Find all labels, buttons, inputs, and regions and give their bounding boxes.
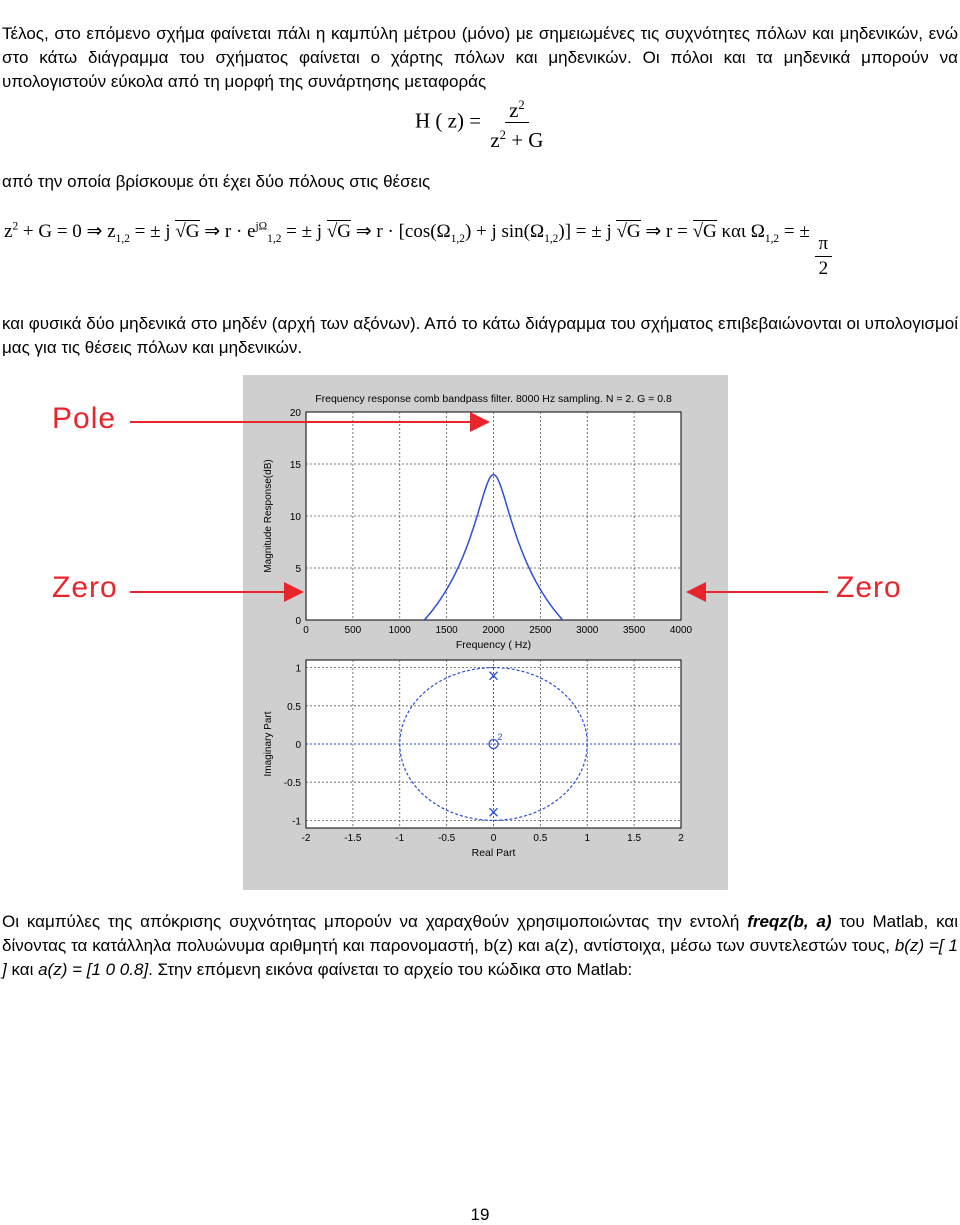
pz-x-tick-label: 1.5 [627, 833, 642, 844]
a-coefficients: a(z) = [1 0 0.8] [38, 960, 149, 979]
pole-derivation-equation: $z^2 + G = 0$ ⇒ $z_{1,2}$ = ± j √G ⇒ $r \cdot e^{j\Omega}_{1,2}$ = ± j √G ⇒ $r \cdot [\cos(\Omega_{1,2}) + j$ $\sin(\Omega_{1,2})$] = ± j √G ⇒ r = √G και $\Omega_{1,2}$ = ± $\frac{\pi}{2}$ [4, 220, 832, 281]
closing-paragraph: Οι καμπύλες της απόκρισης συχνότητας μπορούν να χαραχθούν χρησιμοποιώντας την εντολή freqz(b, a) του Matlab, και δίνοντας τα κατάλληλα πολυώνυμα αριθμητή και παρονομαστή, b(z) και a(z), αντίστοιχα, μέσω των συντελεστών τους, b(z) =[ 1 ] και a(z) = [1 0 0.8]. Στην επόμενη εικόνα φαίνεται το αρχείο του κώδικα στο Matlab: [2, 912, 958, 979]
x-tick-label: 3500 [623, 625, 646, 636]
x-tick-label: 1000 [388, 625, 411, 636]
poles-sentence: από την οποία βρίσκουμε ότι έχει δύο πόλους στις θέσεις [2, 172, 431, 191]
eq1-fraction: $\frac{z^2}{z^2 + G}$ [486, 93, 547, 152]
eq1-lhs: H ( z) = [415, 108, 482, 133]
magnitude-plot-title: Frequency response comb bandpass filter. 8000 Hz sampling. N = 2. G = 0.8 [315, 393, 672, 405]
pz-y-tick-label: -1 [292, 816, 301, 828]
y-tick-label: 15 [289, 460, 301, 471]
x-tick-label: 0 [303, 625, 309, 636]
y-tick-label: 20 [289, 408, 301, 419]
pz-y-tick-label: 0 [295, 740, 301, 751]
pz-x-tick-label: 0.5 [533, 833, 548, 844]
transfer-function-equation [415, 93, 547, 152]
x-tick-label: 3000 [576, 625, 599, 636]
zeros-paragraph: και φυσικά δύο μηδενικά στο μηδέν (αρχή των αξόνων). Από το κάτω διάγραμμα του σχήματος επιβεβαιώνονται οι υπολογισμοί μας για τις θέσεις πόλων και μηδενικών. [2, 314, 958, 357]
pz-x-tick-label: 0 [490, 833, 497, 844]
pz-y-tick-label: -0.5 [283, 778, 301, 790]
figure-panel [243, 375, 728, 890]
pz-x-tick-label: -2 [301, 833, 311, 844]
pz-x-tick-label: 1 [584, 833, 591, 844]
x-tick-label: 1500 [435, 625, 458, 636]
pole-annotation: Pole [52, 402, 117, 435]
pz-x-tick-label: -1.5 [344, 833, 362, 844]
intro-paragraph [2, 22, 958, 94]
zero-multiplicity-label: 2 [497, 732, 503, 742]
x-tick-label: 500 [344, 625, 362, 636]
y-tick-label: 5 [295, 564, 301, 575]
pz-x-tick-label: 2 [678, 833, 684, 844]
b-coefficients: b(z) =[ 1 ] [2, 936, 958, 979]
figure-svg [243, 375, 728, 890]
x-tick-label: 4000 [669, 625, 693, 636]
intro-text: Τέλος, στο επόμενο σχήμα φαίνεται πάλι η καμπύλη μέτρου (μόνο) με σημειωμένες τις συχνότητες πόλων και μηδενικών, ενώ στο κάτω διάγραμμα του σχήματος φαίνεται ο χάρτης πόλων και μηδενικών. Οι πόλοι και τα μηδενικά μπορούν να υπολογιστούν εύκολα από τη μορφή της συνάρτησης μεταφοράς [2, 24, 958, 91]
pz-x-tick-label: -0.5 [438, 833, 456, 844]
pz-y-axis-label: Imaginary Part [263, 711, 274, 777]
x-tick-label: 2000 [482, 625, 505, 636]
y-tick-label: 0 [295, 616, 301, 627]
zero-annotation-left: Zero [52, 571, 118, 604]
pz-x-tick-label: -1 [395, 833, 405, 844]
magnitude-x-axis-label: Frequency ( Hz) [455, 639, 532, 651]
magnitude-y-axis-label: Magnitude Response(dB) [263, 459, 274, 573]
page-number: 19 [470, 1205, 490, 1224]
zero-annotation-right: Zero [836, 571, 902, 604]
pz-y-tick-label: 1 [295, 663, 301, 675]
pz-x-axis-label: Real Part [471, 847, 516, 859]
x-tick-label: 2500 [529, 625, 552, 636]
pz-y-tick-label: 0.5 [287, 701, 301, 713]
y-tick-label: 10 [289, 512, 301, 523]
freqz-command: freqz(b, a) [747, 912, 832, 931]
